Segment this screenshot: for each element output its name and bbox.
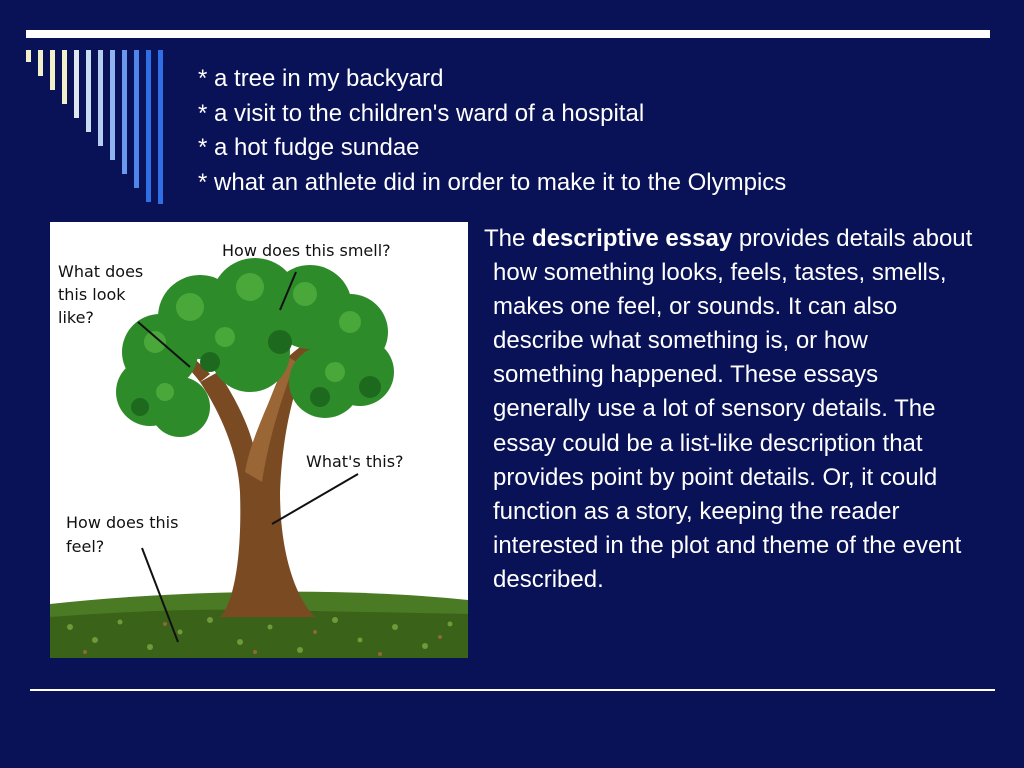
stripe — [62, 50, 67, 104]
list-item: * what an athlete did in order to make it to the Olympics — [198, 168, 787, 196]
tree-foliage — [116, 258, 394, 437]
tree-drawing — [50, 222, 468, 658]
svg-text:How does this smell?: How does this smell? — [222, 241, 391, 260]
stripe — [50, 50, 55, 90]
svg-text:feel?: feel? — [66, 537, 105, 556]
stripe — [158, 50, 163, 204]
svg-text:What's this?: What's this? — [306, 452, 404, 471]
stripe — [146, 50, 151, 202]
stripe — [86, 50, 91, 132]
paragraph-intro: The — [484, 225, 533, 252]
paragraph-text — [484, 222, 974, 597]
stripe — [38, 50, 43, 76]
svg-text:like?: like? — [58, 308, 94, 327]
paragraph-rest: provides details about how something looks, feels, tastes, smells, makes one feel, or sounds. It can also describe what something is, or how something happened. These essays generally use a lot of sensory details. The essay could be a list-like description that provides point by point details. Or, it could function as a story, keeping the reader interested in the plot and theme of the event described. — [493, 225, 973, 593]
callout-what — [272, 452, 404, 524]
stripe — [26, 50, 31, 62]
stripe — [134, 50, 139, 188]
example-topics-list — [198, 62, 786, 200]
list-item: * a tree in my backyard — [198, 65, 444, 92]
svg-text:this look: this look — [58, 285, 126, 304]
stripe — [110, 50, 115, 160]
list-item: * a visit to the children's ward of a hospital — [198, 99, 645, 127]
key-term: descriptive essay — [532, 225, 733, 252]
stripe — [98, 50, 103, 146]
tree-illustration — [50, 222, 468, 658]
top-rule — [26, 30, 990, 38]
svg-text:What does: What does — [58, 262, 144, 281]
stripe — [122, 50, 127, 174]
descriptive-essay-paragraph — [484, 222, 974, 597]
list-item: * a hot fudge sundae — [198, 134, 420, 161]
svg-text:How does this: How does this — [66, 513, 179, 532]
bottom-rule — [30, 689, 995, 691]
stripe — [74, 50, 79, 118]
